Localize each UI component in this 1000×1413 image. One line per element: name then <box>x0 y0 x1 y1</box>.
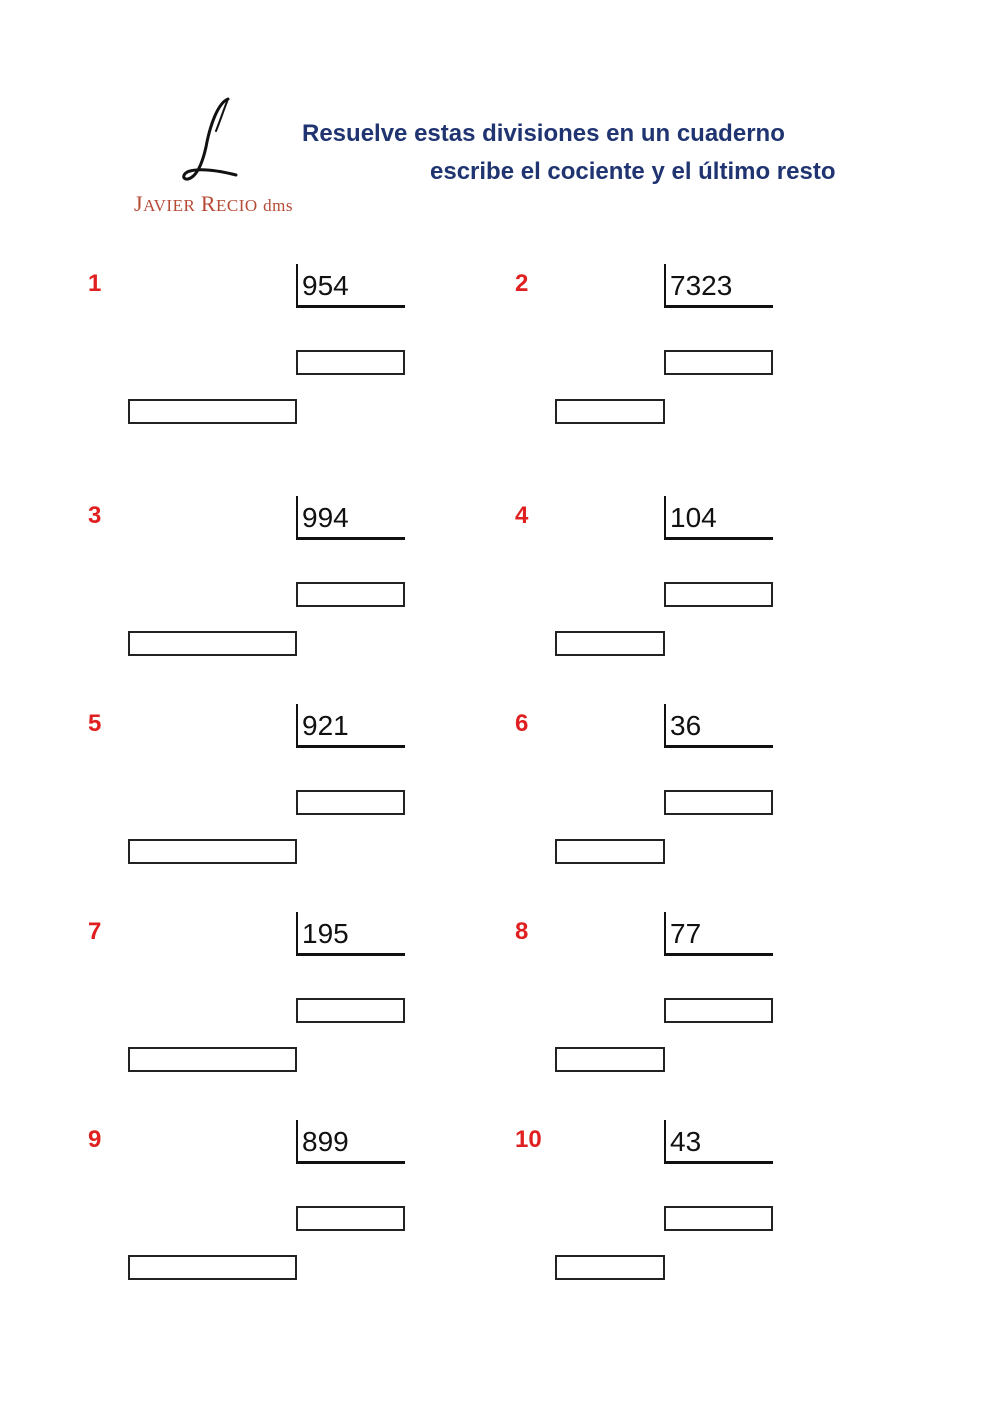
remainder-input[interactable] <box>555 399 665 424</box>
divisor: 994 <box>296 496 405 540</box>
divisor: 77 <box>664 912 773 956</box>
divisor: 954 <box>296 264 405 308</box>
divisor: 7323 <box>664 264 773 308</box>
problem-number: 1 <box>88 270 102 297</box>
remainder-input[interactable] <box>555 1255 665 1280</box>
logo-text: JAVIER RECIO dms <box>134 191 294 216</box>
remainder-input[interactable] <box>555 631 665 656</box>
problem-number: 7 <box>88 918 102 945</box>
remainder-input[interactable] <box>128 631 297 656</box>
problem-number: 5 <box>88 710 102 737</box>
cursive-j-icon <box>180 95 240 185</box>
quotient-input[interactable] <box>296 790 405 815</box>
remainder-input[interactable] <box>128 399 297 424</box>
logo <box>120 95 300 225</box>
quotient-input[interactable] <box>296 582 405 607</box>
divisor: 921 <box>296 704 405 748</box>
divisor: 195 <box>296 912 405 956</box>
quotient-input[interactable] <box>664 1206 773 1231</box>
remainder-input[interactable] <box>128 1255 297 1280</box>
remainder-input[interactable] <box>128 1047 297 1072</box>
problem-number: 4 <box>515 502 529 529</box>
quotient-input[interactable] <box>664 790 773 815</box>
quotient-input[interactable] <box>664 350 773 375</box>
quotient-input[interactable] <box>664 998 773 1023</box>
divisor: 43 <box>664 1120 773 1164</box>
quotient-input[interactable] <box>296 1206 405 1231</box>
quotient-input[interactable] <box>296 350 405 375</box>
divisor: 36 <box>664 704 773 748</box>
remainder-input[interactable] <box>555 839 665 864</box>
problem-number: 3 <box>88 502 102 529</box>
instructions-line-1: Resuelve estas divisiones en un cuaderno <box>302 120 785 147</box>
problem-number: 10 <box>515 1126 542 1153</box>
remainder-input[interactable] <box>555 1047 665 1072</box>
problem-number: 9 <box>88 1126 102 1153</box>
instructions-line-2: escribe el cociente y el último resto <box>430 158 836 185</box>
quotient-input[interactable] <box>296 998 405 1023</box>
divisor: 899 <box>296 1120 405 1164</box>
divisor: 104 <box>664 496 773 540</box>
problem-number: 2 <box>515 270 529 297</box>
remainder-input[interactable] <box>128 839 297 864</box>
quotient-input[interactable] <box>664 582 773 607</box>
problem-number: 8 <box>515 918 529 945</box>
problem-number: 6 <box>515 710 529 737</box>
